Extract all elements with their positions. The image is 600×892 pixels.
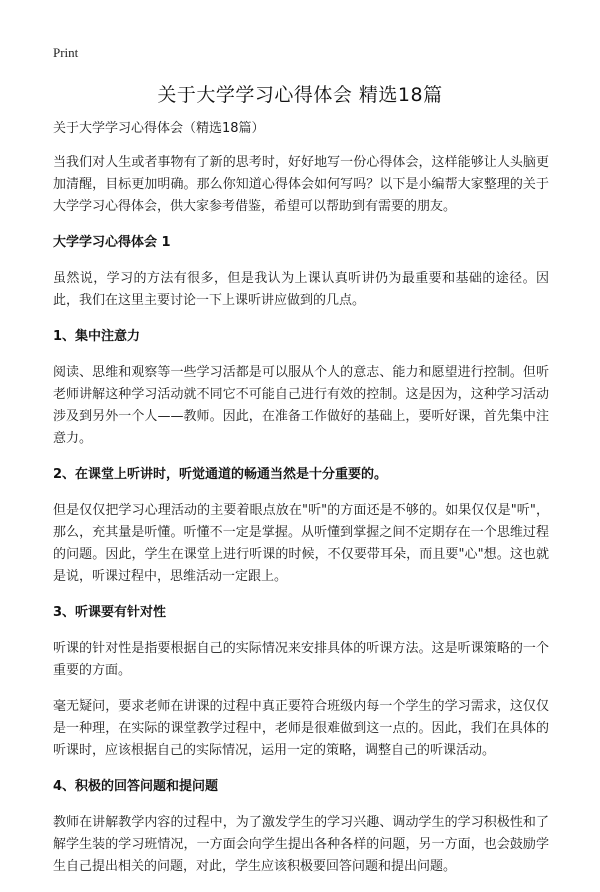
page-title: 关于大学学习心得体会 精选18篇 xyxy=(157,84,443,106)
point-paragraph: 但是仅仅把学习心理活动的主要着眼点放在"听"的方面还是不够的。如果仅仅是"听"，那么，充其量是听懂。听懂不一定是掌握。从听懂到掌握之间不定期存在一个思维过程的问题。因此，学生在课堂上进行听课的时候，不仅要带耳朵，而且要"心"想。这也就是说，听课过程中，思维活动一定跟上。 xyxy=(53,503,549,584)
point-heading: 4、积极的回答问题和提问题 xyxy=(53,779,219,794)
print-button[interactable]: Print xyxy=(53,45,79,60)
section-intro-paragraph: 虽然说，学习的方法有很多，但是我认为上课认真听讲仍为最重要和基础的途径。因此，我们在这里主要讨论一下上课听讲应做到的几点。 xyxy=(53,271,549,308)
point-paragraph: 毫无疑问，要求老师在讲课的过程中真正要符合班级内每一个学生的学习需求，这仅仅是一种理，在实际的课堂教学过程中，老师是很难做到这一点的。因此，我们在具体的听课时，应该根据自己的实际情况，运用一定的策略，调整自己的听课活动。 xyxy=(53,699,549,758)
point-heading: 3、听课要有针对性 xyxy=(53,605,167,620)
point-paragraph: 教师在讲解教学内容的过程中，为了激发学生的学习兴趣、调动学生的学习积极性和了解学生装的学习班情况，一方面会向学生提出各种各样的问题，另一方面，也会鼓励学生自己提出相关的问题，对此，学生应该积极要回答问题和提出问题。 xyxy=(53,815,549,874)
point-paragraph: 听课的针对性是指要根据自己的实际情况来安排具体的听课方法。这是听课策略的一个重要的方面。 xyxy=(53,641,549,678)
document-body xyxy=(53,118,549,892)
document-subtitle: 关于大学学习心得体会（精选18篇） xyxy=(53,121,265,136)
intro-paragraph: 当我们对人生或者事物有了新的思考时，好好地写一份心得体会，这样能够让人头脑更加清醒，目标更加明确。那么你知道心得体会如何写吗？以下是小编帮大家整理的关于大学学习心得体会，供大家参考借鉴，希望可以帮助到有需要的朋友。 xyxy=(53,155,549,214)
point-heading: 1、集中注意力 xyxy=(53,329,141,344)
section-heading: 大学学习心得体会 1 xyxy=(53,235,171,250)
point-paragraph: 阅读、思维和观察等一些学习活都是可以服从个人的意志、能力和愿望进行控制。但听老师讲解这种学习活动就不同它不可能自己进行有效的控制。这是因为，这种学习活动涉及到另外一个人——教师。因此，在准备工作做好的基础上，要听好课，首先集中注意力。 xyxy=(53,365,549,446)
point-heading: 2、在课堂上听讲时，听觉通道的畅通当然是十分重要的。 xyxy=(53,467,388,482)
